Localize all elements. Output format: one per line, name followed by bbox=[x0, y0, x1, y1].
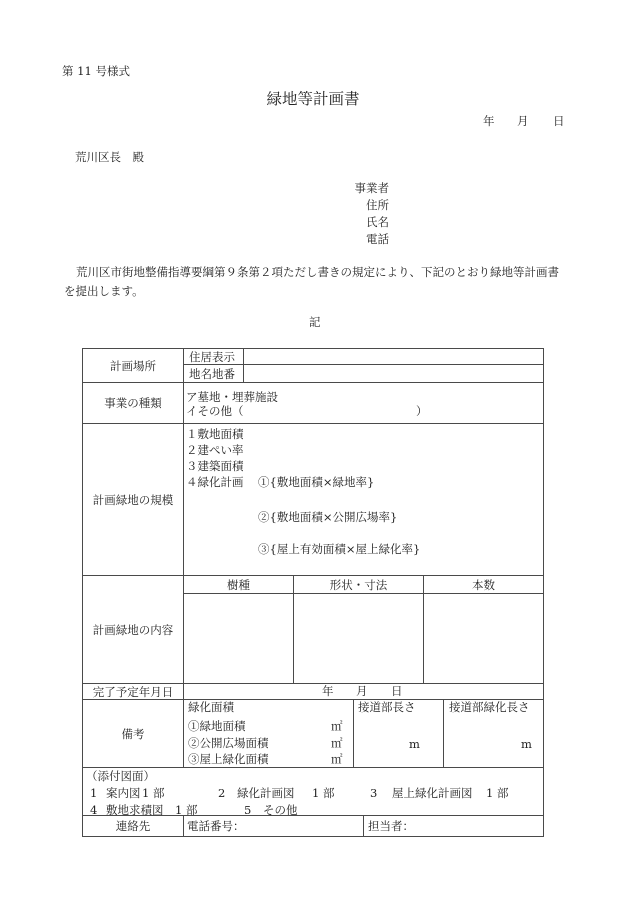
attachment-number: 2 bbox=[218, 786, 226, 800]
attachments-label: （添付図面） bbox=[86, 769, 155, 783]
attachment-number: 3 bbox=[370, 786, 378, 800]
contact-phone-cell bbox=[183, 815, 364, 837]
contact-label: 連絡先 bbox=[115, 819, 151, 833]
business-option-b-close: ） bbox=[416, 404, 428, 418]
green-area-row-unit: ㎡ bbox=[331, 736, 343, 750]
submission-statement: 荒川区市街地整備指導要綱第９条第２項ただし書きの規定により、下記のとおり緑地等計画書を提出します。 bbox=[64, 265, 559, 298]
contact-label-cell bbox=[82, 815, 184, 837]
address-label: 住居表示 bbox=[189, 349, 235, 364]
column-header-count bbox=[423, 575, 544, 594]
column-header-label: 本数 bbox=[472, 577, 495, 592]
green-area-row-label: ②公開広場面積 bbox=[188, 736, 269, 750]
green-area-row-label: ③屋上緑化面積 bbox=[188, 752, 269, 766]
content-label-cell bbox=[82, 575, 184, 684]
location-label-cell bbox=[82, 348, 184, 383]
applicant-name-label: 氏名 bbox=[366, 215, 389, 229]
attachment-qty: 1 部 bbox=[312, 786, 335, 800]
attachments-cell bbox=[82, 767, 544, 816]
completion-label: 完了予定年月日 bbox=[92, 684, 174, 699]
completion-day: 日 bbox=[391, 684, 403, 698]
attachment-number: 5 bbox=[244, 803, 252, 817]
scale-value-cell bbox=[183, 423, 544, 576]
attachment-name: 緑化計画図 bbox=[237, 786, 295, 800]
frontage-length-cell bbox=[353, 699, 444, 768]
date-day: 日 bbox=[553, 114, 565, 128]
species-value-cell bbox=[183, 593, 294, 684]
location-label: 計画場所 bbox=[110, 358, 156, 373]
form-number: 第 11 号様式 bbox=[62, 64, 130, 78]
green-area-row-unit: ㎡ bbox=[331, 719, 343, 733]
lot-label-cell bbox=[183, 364, 244, 383]
green-area-cell bbox=[183, 699, 354, 768]
attachment-qty: 1 部 bbox=[486, 786, 509, 800]
date-year: 年 bbox=[483, 114, 495, 128]
scale-item: ３建築面積 bbox=[186, 459, 244, 473]
scale-item: ４緑化計画 bbox=[186, 475, 244, 489]
scale-item: ２建ぺい率 bbox=[186, 443, 244, 457]
green-area-row-label: ①緑地面積 bbox=[188, 719, 246, 733]
shape-size-value-cell bbox=[293, 593, 424, 684]
column-header-shape-size bbox=[293, 575, 424, 594]
lot-value-cell bbox=[243, 364, 544, 383]
attachment-name: 敷地求積図 bbox=[106, 803, 164, 817]
attachment-qty: 1 部 bbox=[142, 786, 165, 800]
frontage-green-length-unit: m bbox=[521, 737, 532, 751]
lot-label: 地名地番 bbox=[189, 366, 235, 381]
frontage-green-length-cell bbox=[443, 699, 544, 768]
remarks-label: 備考 bbox=[121, 726, 145, 741]
ki-heading: 記 bbox=[309, 315, 321, 329]
address-label-cell bbox=[183, 348, 244, 365]
business-type-label: 事業の種類 bbox=[104, 396, 162, 410]
business-type-label-cell bbox=[82, 382, 184, 424]
addressee: 荒川区長 殿 bbox=[75, 150, 144, 164]
applicant-phone-label: 電話 bbox=[366, 232, 389, 246]
address-value-cell bbox=[243, 348, 544, 365]
scale-item: １敷地面積 bbox=[186, 427, 244, 441]
applicant-address-label: 住所 bbox=[366, 198, 389, 212]
business-option-b: イその他（ bbox=[186, 404, 244, 418]
business-option-a: ア墓地・埋葬施設 bbox=[186, 390, 278, 404]
completion-value-cell bbox=[183, 683, 544, 700]
scale-formula: ①{敷地面積×緑地率} bbox=[258, 475, 375, 489]
attachment-name: 案内図 bbox=[106, 786, 141, 800]
scale-formula: ③{屋上有効面積×屋上緑化率} bbox=[258, 542, 421, 556]
document-title: 緑地等計画書 bbox=[266, 90, 360, 108]
completion-year: 年 bbox=[322, 684, 334, 698]
completion-label-cell bbox=[82, 683, 184, 700]
scale-label-cell bbox=[82, 423, 184, 576]
count-value-cell bbox=[423, 593, 544, 684]
green-area-label: 緑化面積 bbox=[188, 700, 234, 714]
contact-phone-label: 電話番号： bbox=[187, 819, 245, 833]
scale-formula: ②{敷地面積×公開広場率} bbox=[258, 510, 398, 524]
scale-label: 計画緑地の規模 bbox=[92, 492, 174, 507]
date-month: 月 bbox=[517, 114, 529, 128]
remarks-label-cell bbox=[82, 699, 184, 768]
attachment-name: 屋上緑化計画図 bbox=[392, 786, 473, 800]
business-type-value-cell bbox=[183, 382, 544, 424]
applicant-label: 事業者 bbox=[354, 181, 389, 195]
column-header-species bbox=[183, 575, 294, 594]
attachment-name: その他 bbox=[263, 803, 298, 817]
attachment-number: 1 bbox=[90, 786, 98, 800]
contact-person-label: 担当者： bbox=[368, 819, 414, 833]
frontage-length-label: 接道部長さ bbox=[358, 700, 416, 714]
frontage-green-length-label: 接道部緑化長さ bbox=[449, 700, 530, 714]
contact-person-cell bbox=[363, 815, 544, 837]
content-label: 計画緑地の内容 bbox=[92, 622, 174, 637]
column-header-label: 形状・寸法 bbox=[329, 577, 388, 592]
attachment-number: 4 bbox=[90, 803, 98, 817]
frontage-length-unit: m bbox=[409, 737, 420, 751]
column-header-label: 樹種 bbox=[227, 577, 250, 592]
completion-month: 月 bbox=[356, 684, 368, 698]
green-area-row-unit: ㎡ bbox=[331, 752, 343, 766]
attachment-qty: 1 部 bbox=[175, 803, 198, 817]
